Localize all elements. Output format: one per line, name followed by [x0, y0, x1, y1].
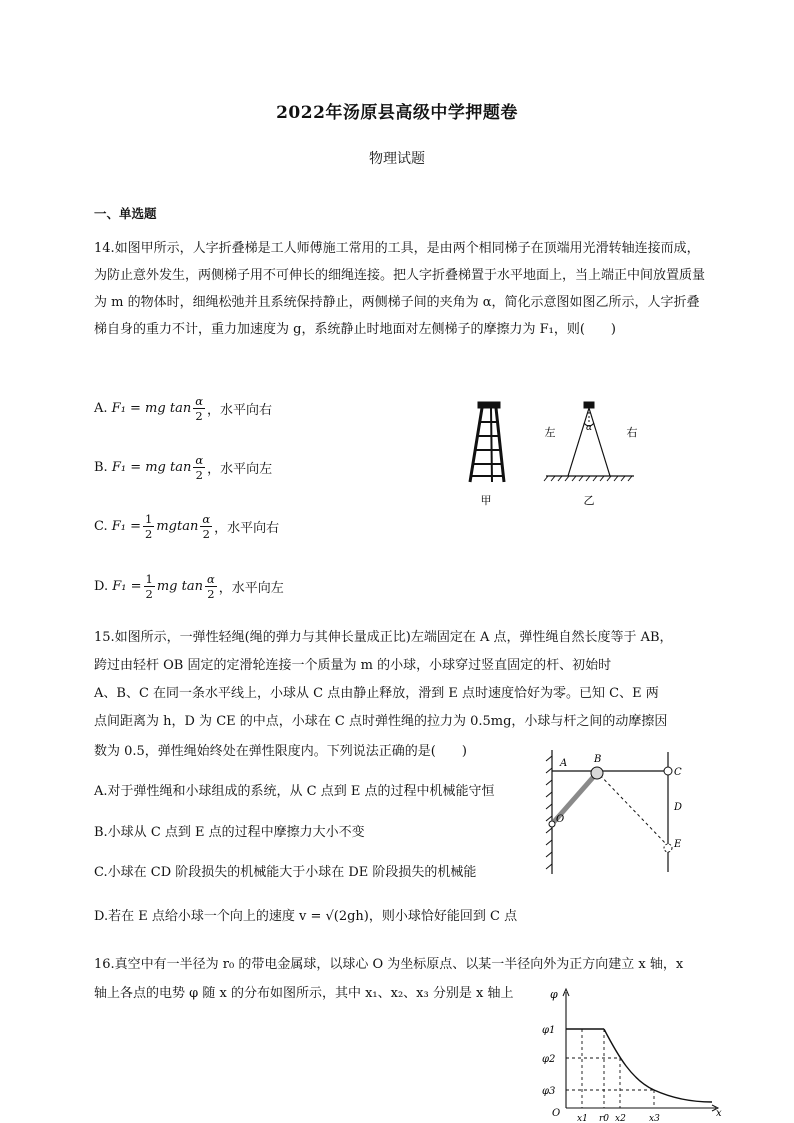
option-direction: ，水平向右: [214, 520, 280, 536]
q15-stem-line: 15.如图所示，一弹性轻绳(绳的弹力与其伸长量成正比)左端固定在 A 点，弹性绳自然长度等于 AB，: [94, 630, 673, 645]
q16-potential-graph: [536, 984, 726, 1123]
fraction-half: $\frac{1}{2}$: [145, 511, 153, 541]
label-a: A: [560, 758, 568, 769]
q14-option-c: [94, 506, 279, 546]
label-left: 左: [544, 426, 556, 439]
tick-phi3: φ3: [542, 1086, 556, 1097]
q14-option-d: [94, 566, 284, 606]
tick-phi2: φ2: [542, 1054, 556, 1065]
q15-stem-line: 跨过由轻杆 OB 固定的定滑轮连接一个质量为 m 的小球，小球穿过竖直固定的杆、初始时: [94, 658, 612, 673]
q15-stem-line: 数为 0.5，弹性绳始终处在弹性限度内。下列说法正确的是( ): [94, 744, 467, 759]
option-letter: D.: [94, 578, 109, 594]
option-direction: ，水平向左: [218, 580, 284, 596]
tick-x2: x2: [615, 1114, 626, 1123]
label-b: B: [594, 754, 602, 765]
option-coef: mgtan: [156, 518, 199, 534]
label-d: D: [674, 802, 683, 813]
tick-x1: x1: [577, 1114, 588, 1123]
option-formula: F₁ =: [112, 578, 142, 594]
q15-figure: [540, 744, 700, 880]
q14-figure: [462, 396, 662, 512]
ball-e: [664, 844, 672, 852]
q14-option-a: [94, 388, 272, 428]
ladder-illustration: [470, 402, 504, 482]
label-right: 右: [626, 426, 638, 439]
option-formula: F₁ =: [111, 518, 142, 534]
fraction: $\frac{\alpha}{2}$: [202, 511, 211, 541]
ladder-schematic: [544, 402, 634, 481]
q14-stem: 14.如图甲所示，人字折叠梯是工人师傅施工常用的工具，是由两个相同梯子在顶端用光滑转轴连接而成，为防止意外发生，两侧梯子用不可伸长的细绳连接。把人字折叠梯置于水平地面上，当上端正中间放置质量为 m 的物体时，细绳松弛并且系统保持静止，两侧梯子间的夹角为 α，简化示意图如图乙所示，人字折叠梯自身的重力不计，重力加速度为 g，系统静止时地面对左侧梯子的摩擦力为 F₁，则( ): [94, 241, 706, 337]
label-c: C: [674, 767, 682, 778]
q15-option-d: D.若在 E 点给小球一个向上的速度 v = √(2gh)，则小球恰好能回到 C 点: [94, 909, 518, 924]
q15-option-c: C.小球在 CD 阶段损失的机械能大于小球在 DE 阶段损失的机械能: [94, 865, 477, 880]
q15-option-b: B.小球从 C 点到 E 点的过程中摩擦力大小不变: [94, 825, 365, 840]
origin-label: O: [552, 1108, 561, 1119]
tick-x3: x3: [649, 1114, 660, 1123]
q15-stem-line: 点间距离为 h，D 为 CE 的中点，小球在 C 点时弹性绳的拉力为 0.5mg，小球与杆之间的动摩擦因: [94, 714, 668, 729]
ball-c: [664, 767, 672, 775]
fraction: $\frac{\alpha}{2}$: [195, 452, 204, 482]
pivot-o: [549, 821, 555, 827]
q14-option-b: [94, 447, 272, 487]
x-axis-label: x: [716, 1108, 722, 1119]
label-o: O: [556, 814, 565, 825]
y-axis-label: φ: [550, 988, 558, 1001]
option-formula: F₁ = mg tan: [111, 400, 192, 416]
pulley-b: [591, 767, 603, 779]
fraction: $\frac{\alpha}{2}$: [195, 393, 203, 423]
section-heading: 一、单选题: [94, 206, 157, 221]
q16-stem-line: 轴上各点的电势 φ 随 x 的分布如图所示，其中 x₁、x₂、x₃ 分别是 x 轴上: [94, 986, 514, 1001]
option-formula: F₁ = mg tan: [111, 459, 192, 475]
caption-yi: 乙: [583, 494, 595, 507]
label-e: E: [674, 839, 682, 850]
page-title: 2022年汤原县高级中学押题卷: [276, 103, 518, 123]
fraction: $\frac{\alpha}{2}$: [206, 571, 215, 601]
option-coef: mg tan: [156, 578, 203, 594]
caption-jia: 甲: [480, 494, 492, 507]
tick-r0: r0: [599, 1114, 610, 1123]
q15-stem-line: A、B、C 在同一条水平线上，小球从 C 点由静止释放，滑到 E 点时速度恰好为零。已知 C、E 两: [94, 686, 659, 701]
option-letter: B.: [94, 459, 108, 475]
option-direction: ，水平向左: [207, 461, 273, 477]
q15-option-a: A.对于弹性绳和小球组成的系统，从 C 点到 E 点的过程中机械能守恒: [94, 784, 495, 799]
tick-phi1: φ1: [542, 1025, 556, 1036]
option-direction: ，水平向右: [206, 402, 272, 418]
option-letter: A.: [94, 400, 108, 416]
option-letter: C.: [94, 518, 108, 534]
angle-alpha-label: α: [585, 423, 593, 433]
fraction-half: $\frac{1}{2}$: [145, 571, 153, 601]
q16-stem-line: 16.真空中有一半径为 r₀ 的带电金属球，以球心 O 为坐标原点、以某一半径向外为正方向建立 x 轴，x: [94, 957, 684, 972]
page-subtitle: 物理试题: [369, 151, 425, 167]
